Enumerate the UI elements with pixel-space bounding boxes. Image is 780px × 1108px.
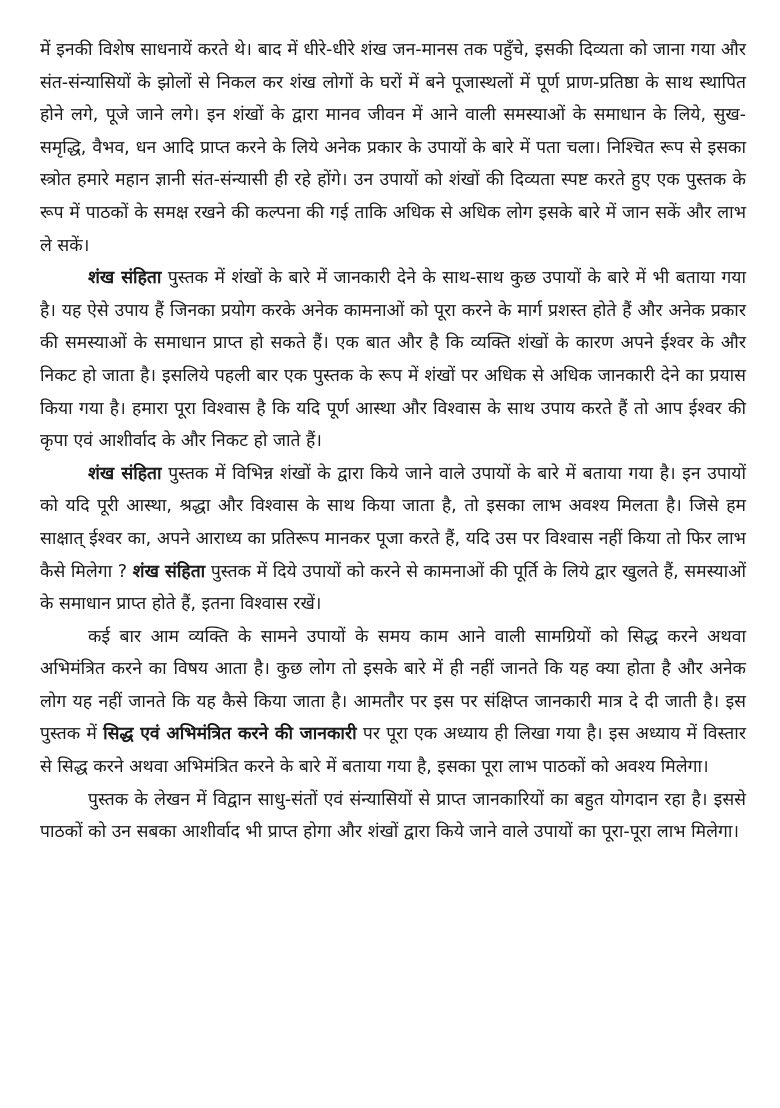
paragraph-4	[40, 621, 746, 784]
paragraph-1	[40, 34, 746, 262]
paragraph-2	[40, 262, 746, 458]
paragraph-text: पुस्तक में शंखों के बारे में जानकारी देने के साथ-साथ कुछ उपायों के बारे में भी बताया गया है। यह ऐसे उपाय हैं जिनका प्रयोग करके अनेक कामनाओं को पूरा करने के मार्ग प्रशस्त होते हैं और अनेक प्रकार की समस्याओं के समाधान प्राप्त हो सकते हैं। एक बात और है कि व्यक्ति शंखों के कारण अपने ईश्वर के और निकट हो जाता है। इसलिये पहली बार एक पुस्तक के रूप में शंखों पर अधिक से अधिक जानकारी देने का प्रयास किया गया है। हमारा पूरा विश्वास है कि यदि पूर्ण आस्था और विश्वास के साथ उपाय करते हैं तो आप ईश्वर की कृपा एवं आशीर्वाद के और निकट हो जाते हैं।	[40, 268, 746, 452]
paragraph-text: पुस्तक में दिये उपायों को करने से कामनाओं की पूर्ति के लिये द्वार खुलते हैं, समस्याओं के समाधान प्राप्त होते हैं, इतना विश्वास रखें।	[40, 561, 746, 615]
book-title-bold: शंख संहिता	[88, 268, 162, 289]
chapter-highlight-bold: सिद्ध एवं अभिमंत्रित करने की जानकारी	[103, 724, 357, 745]
paragraph-text: पुस्तक में विभिन्न शंखों के द्वारा किये जाने वाले उपायों के बारे में बताया गया है। इन उपायों को यदि पूरी आस्था, श्रद्धा और विश्वास के साथ किया जाता है, तो इसका लाभ अवश्य मिलता है। जिसे हम साक्षात् ईश्वर का, अपने आराध्य का प्रतिरूप मानकर पूजा करते हैं, यदि उस पर विश्वास नहीं किया तो फिर लाभ कैसे मिलेगा ?	[40, 463, 746, 582]
paragraph-text: कई बार आम व्यक्ति के सामने उपायों के समय काम आने वाली सामग्रियों को सिद्ध करने अथवा अभिमंत्रित करने का विषय आता है। कुछ लोग तो इसके बारे में ही नहीं जानते कि यह क्या होता है और अनेक लोग यह नहीं जानते कि यह कैसे किया जाता है। आमतौर पर इस पर संक्षिप्त जानकारी मात्र दे दी जाती है। इस पुस्तक में	[40, 626, 746, 745]
paragraph-text: पर पूरा एक अध्याय ही लिखा गया है। इस अध्याय में विस्तार से सिद्ध करने अथवा अभिमंत्रित करने के बारे में बताया गया है, इसका पूरा लाभ पाठकों को अवश्य मिलेगा।	[40, 724, 746, 778]
book-title-bold: शंख संहिता	[88, 463, 162, 484]
paragraph-text: पुस्तक के लेखन में विद्वान साधु-संतों एवं संन्यासियों से प्राप्त जानकारियों का बहुत योगदान रहा है। इससे पाठकों को उन सबका आशीर्वाद भी प्राप्त होगा और शंखों द्वारा किये जाने वाले उपायों का पूरा-पूरा लाभ मिलेगा।	[40, 789, 746, 843]
paragraph-5	[40, 784, 746, 849]
page-text	[40, 34, 746, 849]
paragraph-3	[40, 458, 746, 621]
paragraph-text: में इनकी विशेष साधनायें करते थे। बाद में धीरे-धीरे शंख जन-मानस तक पहुँचे, इसकी दिव्यता को जाना गया और संत-संन्यासियों के झोलों से निकल कर शंख लोगों के घरों में बने पूजास्थलों में पूर्ण प्राण-प्रतिष्ठा के साथ स्थापित होने लगे, पूजे जाने लगे। इन शंखों के द्वारा मानव जीवन में आने वाली समस्याओं के समाधान के लिये, सुख-समृद्धि, वैभव, धन आदि प्राप्त करने के लिये अनेक प्रकार के उपायों के बारे में पता चला। निश्चित रूप से इसका स्त्रोत हमारे महान ज्ञानी संत-संन्यासी ही रहे होंगे। उन उपायों को शंखों की दिव्यता स्पष्ट करते हुए एक पुस्तक के रूप में पाठकों के समक्ष रखने की कल्पना की गई ताकि अधिक से अधिक लोग इसके बारे में जान सकें और लाभ ले सकें।	[40, 40, 746, 256]
book-title-bold: शंख संहिता	[132, 561, 206, 582]
